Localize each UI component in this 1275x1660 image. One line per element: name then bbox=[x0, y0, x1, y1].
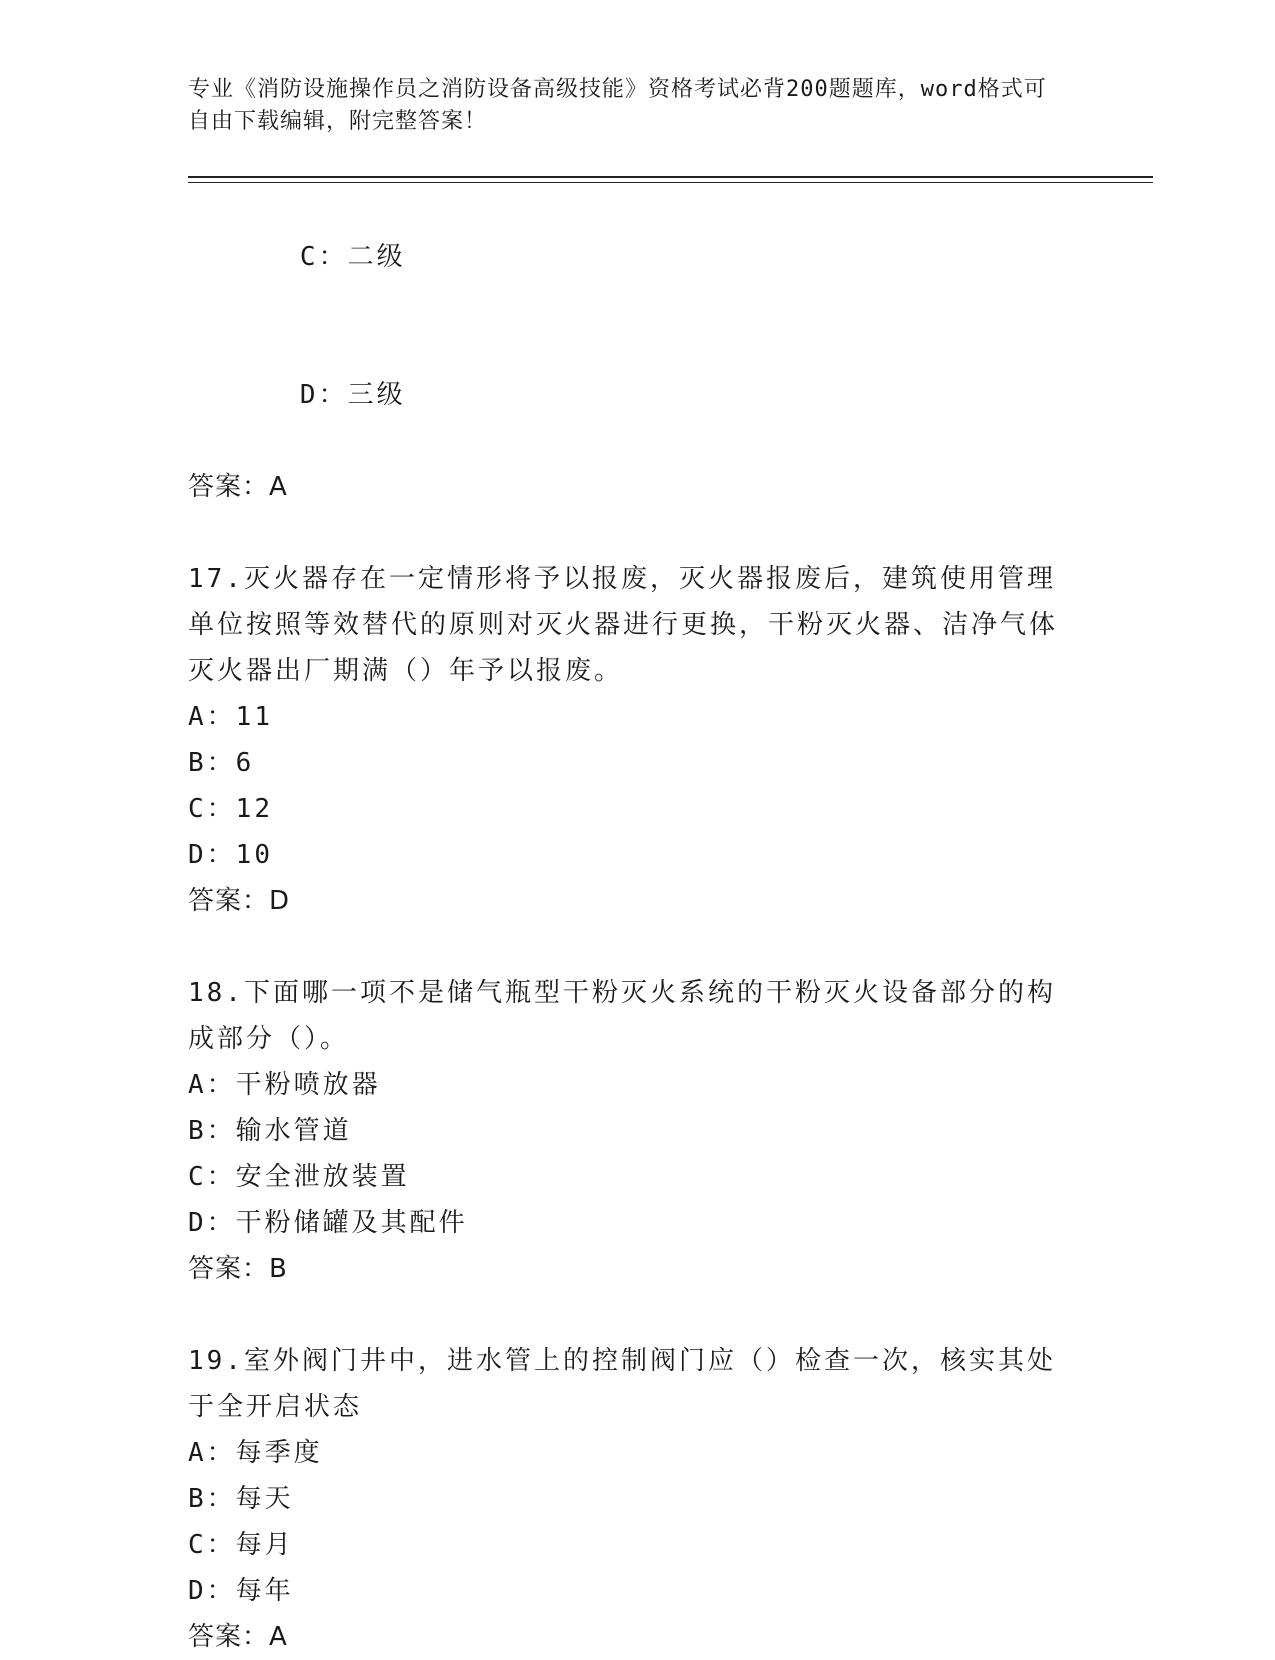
answer-line: 答案：B bbox=[188, 1254, 288, 1284]
option-text: 10 bbox=[235, 840, 273, 870]
option-text: 11 bbox=[235, 702, 273, 732]
question-stem bbox=[188, 556, 1078, 694]
option-d: D：三级 bbox=[299, 380, 406, 410]
option-text: 安全泄放装置 bbox=[235, 1162, 410, 1192]
option-text: 干粉喷放器 bbox=[235, 1070, 381, 1100]
option-text: 二级 bbox=[347, 242, 406, 272]
option-label: D bbox=[188, 840, 207, 870]
option-text: 输水管道 bbox=[235, 1116, 352, 1146]
option-text: 6 bbox=[235, 748, 255, 778]
question-list bbox=[188, 188, 1078, 1660]
option-a: A：干粉喷放器 bbox=[188, 1070, 381, 1100]
option-label: A bbox=[188, 702, 207, 732]
partial-question bbox=[188, 188, 1078, 510]
option-d: D：每年 bbox=[188, 1576, 294, 1606]
option-label: B bbox=[188, 1484, 207, 1514]
option-label: C bbox=[188, 794, 207, 824]
answer-line: 答案：D bbox=[188, 886, 291, 916]
answer-line: 答案：A bbox=[188, 472, 288, 502]
option-text: 每月 bbox=[235, 1530, 294, 1560]
question-text: 下面哪一项不是储气瓶型干粉灭火系统的干粉灭火设备部分的构成部分（）。 bbox=[188, 978, 1056, 1054]
option-label: C bbox=[188, 1162, 207, 1192]
question-text: 室外阀门井中，进水管上的控制阀门应（）检查一次，核实其处于全开启状态 bbox=[188, 1346, 1056, 1422]
option-c: C：12 bbox=[188, 794, 273, 824]
header-divider-thick bbox=[188, 176, 1153, 178]
option-label: B bbox=[188, 748, 207, 778]
question-text: 灭火器存在一定情形将予以报废，灭火器报废后，建筑使用管理单位按照等效替代的原则对灭火器进行更换，干粉灭火器、洁净气体灭火器出厂期满（）年予以报废。 bbox=[188, 564, 1059, 686]
option-label: C bbox=[299, 242, 319, 272]
option-text: 每天 bbox=[235, 1484, 294, 1514]
header-text: 专业《消防设施操作员之消防设备高级技能》资格考试必背200题题库，word格式可自由下载编辑，附完整答案！ bbox=[188, 77, 1047, 134]
option-label: A bbox=[188, 1438, 207, 1468]
header-divider-thin bbox=[188, 182, 1153, 183]
option-text: 干粉储罐及其配件 bbox=[235, 1208, 468, 1238]
option-a: A：每季度 bbox=[188, 1438, 323, 1468]
question-17 bbox=[188, 556, 1078, 924]
page-header bbox=[188, 74, 1068, 138]
question-19 bbox=[188, 1338, 1078, 1660]
option-text: 每季度 bbox=[235, 1438, 323, 1468]
answer-line: 答案：A bbox=[188, 1622, 288, 1652]
option-label: D bbox=[299, 380, 319, 410]
question-number: 18. bbox=[188, 978, 244, 1008]
option-label: A bbox=[188, 1070, 207, 1100]
question-18 bbox=[188, 970, 1078, 1292]
question-stem bbox=[188, 1338, 1078, 1430]
option-d: D：10 bbox=[188, 840, 273, 870]
option-b: B：输水管道 bbox=[188, 1116, 352, 1146]
question-number: 19. bbox=[188, 1346, 244, 1376]
option-text: 三级 bbox=[347, 380, 406, 410]
option-label: D bbox=[188, 1208, 207, 1238]
option-b: B：每天 bbox=[188, 1484, 294, 1514]
option-label: C bbox=[188, 1530, 207, 1560]
option-text: 每年 bbox=[235, 1576, 294, 1606]
option-c: C：安全泄放装置 bbox=[188, 1162, 410, 1192]
option-text: 12 bbox=[235, 794, 273, 824]
option-c: C：二级 bbox=[299, 242, 406, 272]
option-d: D：干粉储罐及其配件 bbox=[188, 1208, 468, 1238]
option-b: B：6 bbox=[188, 748, 255, 778]
option-c: C：每月 bbox=[188, 1530, 294, 1560]
option-a: A：11 bbox=[188, 702, 273, 732]
option-label: B bbox=[188, 1116, 207, 1146]
option-label: D bbox=[188, 1576, 207, 1606]
question-stem bbox=[188, 970, 1078, 1062]
question-number: 17. bbox=[188, 564, 244, 594]
